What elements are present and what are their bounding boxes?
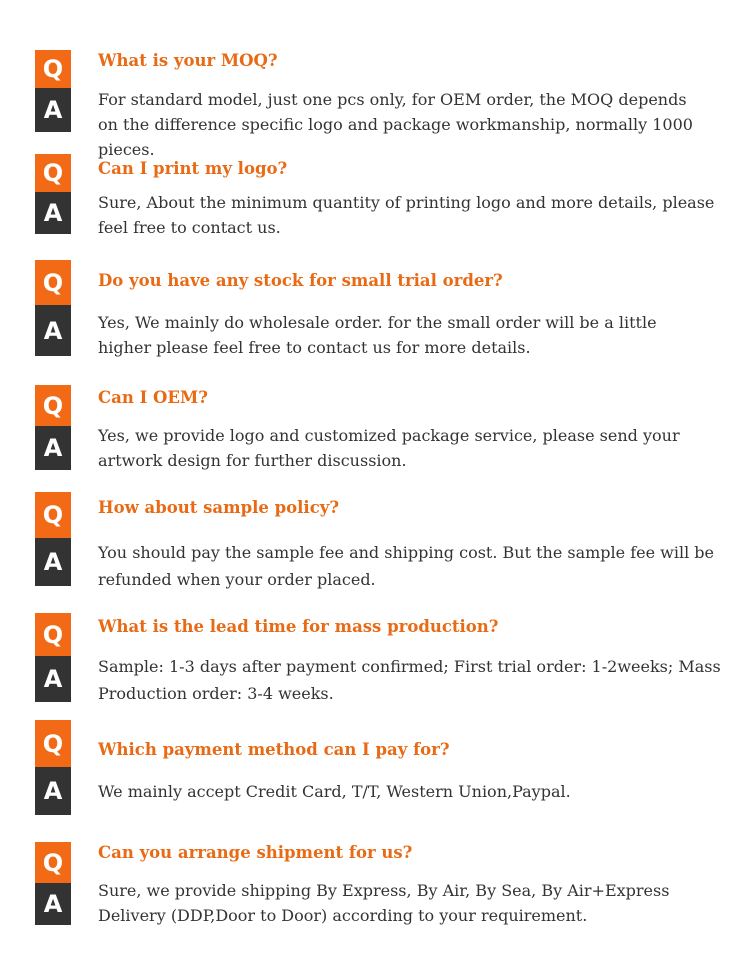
faq-question: What is your MOQ?: [98, 51, 278, 70]
answer-badge: A: [35, 305, 71, 356]
qa-badge: [35, 50, 71, 132]
question-badge: Q: [35, 154, 71, 192]
faq-answer: Yes, we provide logo and customized package service, please send your artwork design for further discussion.: [98, 426, 680, 470]
faq-answer: Sure, About the minimum quantity of printing logo and more details, please feel free to contact us.: [98, 193, 715, 237]
faq-item: [0, 842, 750, 925]
faq-question: Which payment method can I pay for?: [98, 740, 450, 759]
faq-item: [0, 385, 750, 470]
faq-item: [0, 260, 750, 356]
faq-item: [0, 154, 750, 237]
faq-question: Can you arrange shipment for us?: [98, 843, 413, 862]
qa-badge: [35, 720, 71, 815]
faq-question: Do you have any stock for small trial order?: [98, 271, 503, 290]
question-badge: Q: [35, 842, 71, 883]
question-badge: Q: [35, 385, 71, 426]
answer-badge: A: [35, 88, 71, 132]
answer-badge: A: [35, 192, 71, 234]
faq-question: Can I print my logo?: [98, 159, 288, 178]
answer-badge: A: [35, 538, 71, 586]
question-badge: Q: [35, 720, 71, 767]
faq-question: What is the lead time for mass production?: [98, 617, 499, 636]
qa-badge: [35, 154, 71, 234]
question-badge: Q: [35, 50, 71, 88]
question-badge: Q: [35, 260, 71, 305]
answer-badge: A: [35, 656, 71, 702]
faq-answer: Yes, We mainly do wholesale order. for the small order will be a little higher please feel free to contact us for more details.: [98, 313, 657, 357]
faq-question: How about sample policy?: [98, 498, 340, 517]
faq-answer: For standard model, just one pcs only, for OEM order, the MOQ depends on the difference specific logo and package workmanship, normally 1000 pieces.: [98, 90, 693, 159]
faq-answer: You should pay the sample fee and shipping cost. But the sample fee will be refunded when your order placed.: [98, 543, 715, 589]
answer-badge: A: [35, 767, 71, 815]
qa-badge: [35, 492, 71, 586]
faq-question: Can I OEM?: [98, 388, 208, 407]
faq-item: [0, 613, 750, 702]
answer-badge: A: [35, 883, 71, 925]
question-badge: Q: [35, 613, 71, 656]
qa-badge: [35, 613, 71, 702]
qa-badge: [35, 385, 71, 470]
faq-item: [0, 492, 750, 589]
question-badge: Q: [35, 492, 71, 538]
answer-badge: A: [35, 426, 71, 470]
faq-answer: We mainly accept Credit Card, T/T, Western Union,Paypal.: [98, 782, 571, 801]
faq-answer: Sure, we provide shipping By Express, By Air, By Sea, By Air+Express Delivery (DDP,Door to Door) according to your requirement.: [98, 881, 670, 925]
qa-badge: [35, 260, 71, 356]
faq-item: [0, 720, 750, 815]
faq-item: [0, 50, 750, 159]
qa-badge: [35, 842, 71, 925]
faq-answer: Sample: 1-3 days after payment confirmed; First trial order: 1-2weeks; Mass Production order: 3-4 weeks.: [98, 657, 721, 703]
